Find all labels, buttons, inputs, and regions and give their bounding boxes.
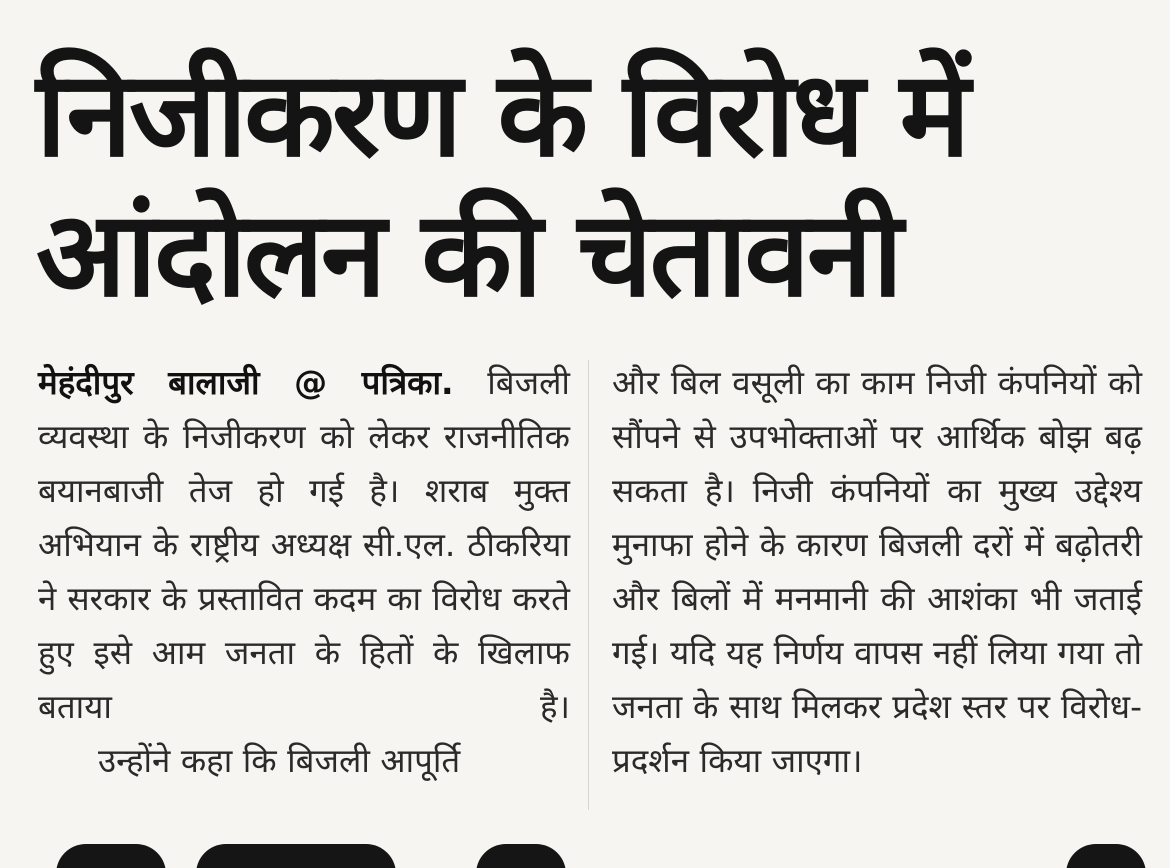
article-paragraph-1 (38, 356, 570, 734)
dateline: मेहंदीपुर बालाजी @ पत्रिका. (38, 363, 454, 402)
article-paragraph-3: और बिल वसूली का काम निजी कंपनियों को सौंपने से उपभोक्ताओं पर आर्थिक बोझ बढ़ सकता है। निजी कंपनियों का मुख्य उद्देश्य मुनाफा होने के कारण बिजली दरों में बढ़ोतरी और बिलों में मनमानी की आशंका भी जताई गई। यदि यह निर्णय वापस नहीं लिया गया तो जनता के साथ मिलकर प्रदेश स्तर पर विरोध-प्रदर्शन किया जाएगा। (612, 363, 1142, 780)
cropped-glyph (196, 844, 396, 868)
cropped-glyph (56, 844, 166, 868)
cropped-glyph (476, 844, 566, 868)
next-article-headline-cropped (36, 826, 1146, 868)
article-paragraph-2: उन्होंने कहा कि बिजली आपूर्ति (98, 741, 461, 780)
column-divider (588, 360, 589, 810)
article-column-right (612, 356, 1142, 788)
headline-line-1: निजीकरण के विरोध में (36, 45, 968, 183)
paragraph-1-text: बिजली व्यवस्था के निजीकरण को लेकर राजनीतिक बयानबाजी तेज हो गई है। शराब मुक्त अभियान के राष्ट्रीय अध्यक्ष सी.एल. ठीकरिया ने सरकार के प्रस्तावित कदम का विरोध करते हुए इसे आम जनता के हितों के खिलाफ बताया है। (38, 363, 570, 726)
headline-line-2: आंदोलन की चेतावनी (36, 185, 901, 323)
cropped-glyph (1066, 844, 1146, 868)
article-column-left (38, 356, 570, 788)
headline (36, 44, 1146, 324)
